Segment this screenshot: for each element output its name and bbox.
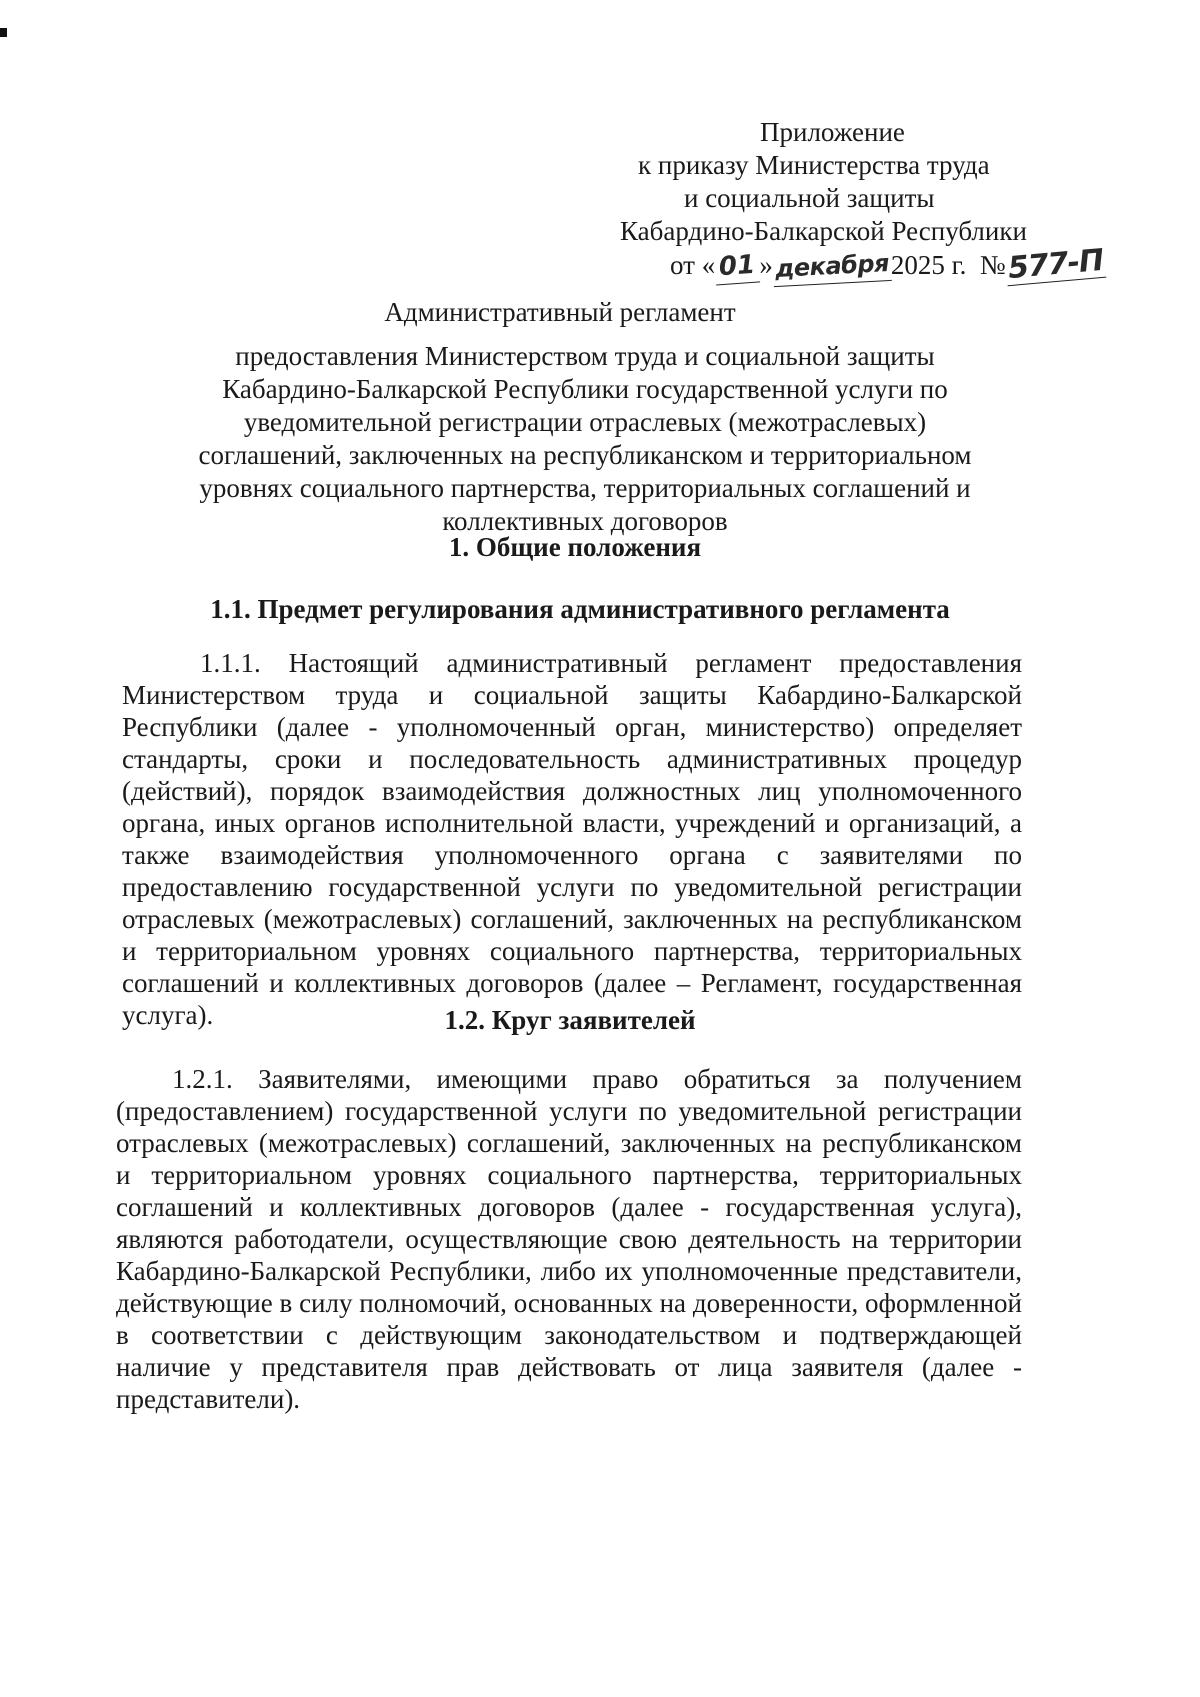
document-subtitle: предоставления Министерством труда и социальной защиты Кабардино-Балкарской Республики государственной услуги по уведомительной регистрации отраслевых (межотраслевых) соглашений, заключенных на республиканском и территориальном уровнях социального партнерства, территориальных соглашений и коллективных договоров — [198, 341, 972, 536]
approval-line-1: Приложение — [760, 117, 905, 147]
handwritten-order-number: 577-П — [1006, 242, 1105, 287]
date-prefix: от « — [670, 250, 716, 280]
section-1-heading: 1. Общие положения — [448, 532, 702, 562]
approval-line-2: к приказу Министерства труда — [638, 150, 990, 180]
document-title: Административный регламент — [384, 297, 736, 327]
handwritten-month: декабря — [772, 247, 892, 287]
scan-mark — [0, 28, 7, 37]
approval-block — [620, 116, 1120, 287]
handwritten-day: 01 — [714, 249, 760, 286]
date-mid: » — [759, 250, 773, 280]
paragraph-1-2-1: 1.2.1. Заявителями, имеющими право обратиться за получением (предоставлением) государственной услуги по уведомительной регистрации отраслевых (межотраслевых) соглашений, заключенных на республиканском и территориальном уровнях социального партнерства, территориальных соглашений и коллективных договоров (далее - государственная услуга), являются работодатели, осуществляющие свою деятельность на территории Кабардино-Балкарской Республики, либо их уполномоченные представители, действующие в силу полномочий, основанных на доверенности, оформленной в соответствии с действующим законодательством и подтверждающей наличие у представителя прав действовать от лица заявителя (далее - представители). — [116, 1064, 1022, 1414]
approval-line-3: и социальной защиты — [684, 183, 935, 213]
paragraph-1-1-1: 1.1.1. Настоящий административный регламент предоставления Министерством труда и социальной защиты Кабардино-Балкарской Республики (далее - уполномоченный орган, министерство) определяет стандарты, сроки и последовательность административных процедур (действий), порядок взаимодействия должностных лиц уполномоченного органа, иных органов исполнительной власти, учреждений и организаций, а также взаимодействия уполномоченного органа с заявителями по предоставлению государственной услуги по уведомительной регистрации отраслевых (межотраслевых) соглашений, заключенных на республиканском и территориальном уровнях социального партнерства, территориальных соглашений и коллективных договоров (далее – Регламент, государственная услуга). — [122, 648, 1022, 1030]
section-1-1-heading: 1.1. Предмет регулирования административного регламента — [210, 594, 950, 624]
approval-date-line — [620, 242, 1120, 287]
section-1-2-heading: 1.2. Круг заявителей — [444, 1005, 696, 1035]
approval-line-4: Кабардино-Балкарской Республики — [620, 216, 1027, 246]
date-year: 2025 г. — [890, 250, 967, 280]
number-prefix: № — [979, 250, 1006, 280]
